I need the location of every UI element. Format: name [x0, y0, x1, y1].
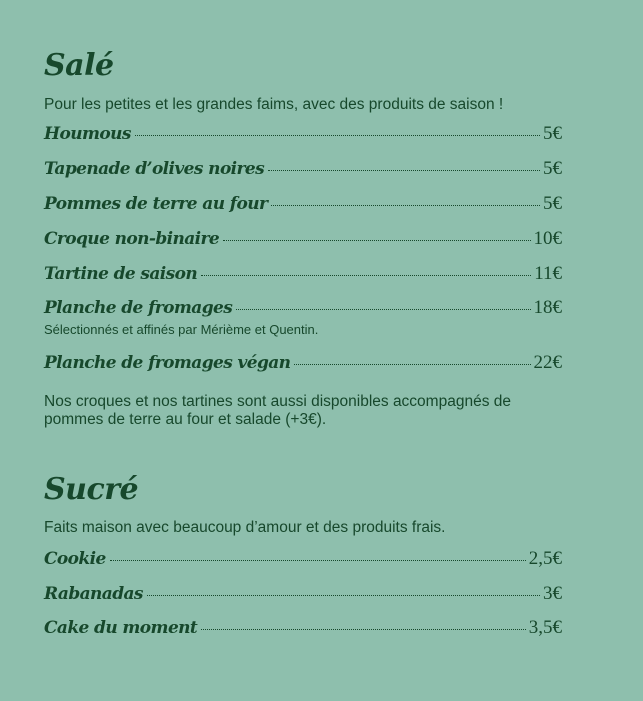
menu-item-croque — [44, 228, 562, 252]
menu-item-planche-fromages — [44, 297, 562, 321]
item-price: 10€ — [533, 228, 562, 249]
menu-item-cake — [44, 617, 562, 641]
dot-leader — [223, 240, 530, 241]
item-price: 5€ — [543, 123, 562, 144]
item-name: Pommes de terre au four — [44, 194, 268, 214]
sale-intro: Pour les petites et les grandes faims, avec des produits de saison ! — [44, 96, 504, 113]
item-price: 18€ — [533, 297, 562, 318]
dot-leader — [147, 595, 540, 596]
dot-leader — [271, 205, 540, 206]
item-name: Planche de fromages — [44, 298, 233, 318]
item-name: Croque non-binaire — [44, 229, 220, 249]
menu-item-tartine — [44, 263, 562, 287]
item-price: 11€ — [534, 263, 562, 284]
item-price: 2,5€ — [528, 548, 562, 569]
sucre-section-title: Sucré — [44, 472, 139, 507]
item-price: 5€ — [543, 193, 562, 214]
item-name: Cookie — [44, 549, 106, 569]
item-name: Tartine de saison — [44, 264, 198, 284]
dot-leader — [135, 135, 540, 136]
item-price: 5€ — [543, 158, 562, 179]
item-name: Houmous — [44, 124, 131, 144]
item-name: Tapenade d’olives noires — [44, 159, 265, 179]
item-price: 3€ — [543, 583, 562, 604]
menu-item-houmous — [44, 123, 562, 147]
item-name: Rabanadas — [44, 584, 143, 604]
item-price: 3,5€ — [528, 617, 562, 638]
item-note: Sélectionnés et affinés par Mérième et Quentin. — [44, 322, 319, 337]
menu-item-planche-vegan — [44, 352, 562, 376]
item-name: Planche de fromages végan — [44, 353, 291, 373]
dot-leader — [201, 629, 526, 630]
item-price: 22€ — [533, 352, 562, 373]
menu-item-rabanadas — [44, 583, 562, 607]
menu-item-cookie — [44, 548, 562, 572]
item-name: Cake du moment — [44, 618, 198, 638]
dot-leader — [294, 364, 530, 365]
dot-leader — [268, 170, 540, 171]
sale-section-title: Salé — [44, 48, 114, 83]
menu-item-pommes-de-terre — [44, 193, 562, 217]
sale-footnote: Nos croques et nos tartines sont aussi disponibles accompagnés de pommes de terre au four et salade (+3€). — [44, 393, 511, 428]
sucre-intro: Faits maison avec beaucoup d’amour et des produits frais. — [44, 519, 446, 536]
menu-item-tapenade — [44, 158, 562, 182]
dot-leader — [236, 309, 530, 310]
dot-leader — [201, 275, 531, 276]
dot-leader — [110, 560, 526, 561]
